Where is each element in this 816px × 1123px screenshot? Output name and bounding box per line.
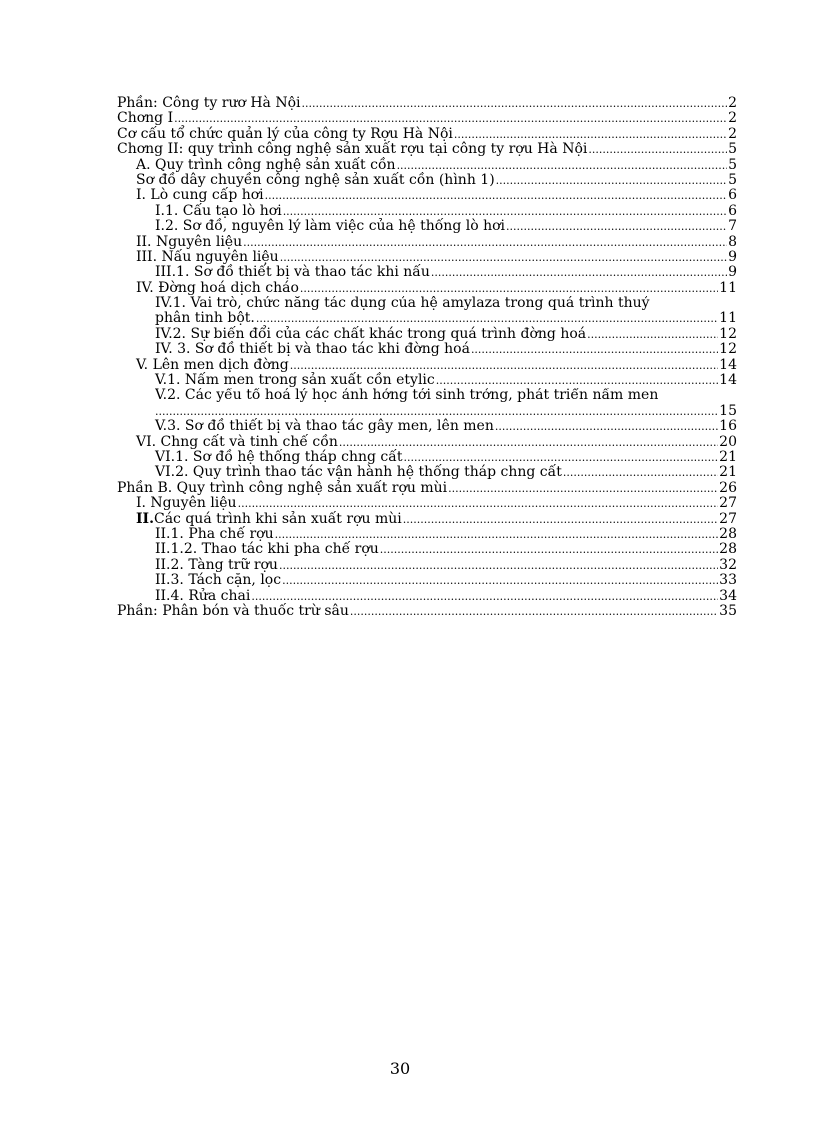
dot-leader: [380, 542, 718, 557]
toc-entry-title: IV. 3. Sơ đồ thiết bị và thao tác khi đờng hoá: [155, 341, 470, 358]
toc-entry-title: I. Lò cung cấp hơi: [136, 187, 264, 204]
toc-entry-page: 6: [728, 202, 737, 219]
toc-entry-page: 5: [728, 156, 737, 173]
toc-entry-page: 35: [719, 602, 737, 619]
dot-leader: [495, 419, 718, 434]
toc-entry[interactable]: [117, 481, 737, 496]
toc-entry-title: Chơng I: [117, 110, 174, 127]
toc-entry-page: 28: [719, 526, 737, 542]
toc-entry[interactable]: [117, 419, 737, 434]
toc-entry[interactable]: [117, 158, 737, 173]
dot-leader: [256, 311, 718, 326]
dot-leader: [174, 111, 727, 126]
dot-leader: [283, 204, 727, 219]
toc-entry-title: VI.2. Quy trình thao tác vận hành hệ thống tháp chng cất: [155, 464, 562, 481]
toc-entry[interactable]: [117, 219, 737, 234]
dot-leader: [403, 512, 718, 527]
toc-entry-page: 16: [719, 418, 737, 435]
toc-entry-page: 32: [719, 556, 737, 573]
dot-leader: [448, 481, 718, 496]
toc-entry[interactable]: [117, 358, 737, 373]
dot-leader: [279, 558, 718, 573]
toc-entry[interactable]: [117, 265, 737, 280]
dot-leader: [265, 188, 727, 203]
toc-entry-page: 27: [719, 495, 737, 512]
toc-entry-page: 9: [728, 248, 737, 265]
toc-entry-page: 12: [719, 325, 737, 342]
toc-entry[interactable]: [117, 435, 737, 450]
dot-leader: [302, 96, 728, 111]
toc-entry-page: 11: [719, 279, 737, 296]
toc-entry-title: Sơ đồ dây chuyền công nghệ sản xuất cồn (hình 1): [136, 171, 495, 188]
dot-leader: [496, 173, 727, 188]
dot-leader: [251, 589, 718, 604]
toc-entry-page: 12: [719, 341, 737, 358]
toc-entry[interactable]: [117, 235, 737, 250]
toc-entry-title: Phần B. Quy trình công nghệ sản xuất rợu mùi: [117, 479, 448, 496]
dot-leader: [300, 281, 718, 296]
toc-entry-page: 6: [728, 187, 737, 204]
toc-entry-title: V.1. Nấm men trong sản xuất cồn etylic: [155, 372, 435, 389]
toc-entry[interactable]: [117, 296, 737, 327]
toc-entry-title: II.: [136, 510, 154, 527]
dot-leader: [243, 235, 727, 250]
toc-entry-page: 2: [728, 125, 737, 142]
dot-leader: [454, 127, 727, 142]
toc-entry-title: II.1.2. Thao tác khi pha chế rợu: [155, 541, 379, 558]
toc-entry-title: I.1. Cấu tạo lò hơi: [155, 202, 282, 219]
toc-entry-page: 15: [719, 402, 737, 419]
dot-leader: [436, 373, 718, 388]
toc-entry[interactable]: [117, 127, 737, 142]
toc-entry[interactable]: [117, 512, 737, 527]
dot-leader: [587, 327, 718, 342]
toc-entry[interactable]: [117, 373, 737, 388]
toc-entry[interactable]: [117, 589, 737, 604]
toc-entry-page: 21: [719, 449, 737, 466]
dot-leader: [350, 604, 718, 619]
dot-leader: [506, 219, 727, 234]
toc-entry-title: II.4. Rửa chai: [155, 587, 251, 604]
toc-entry-page: 7: [728, 218, 737, 235]
toc-entry-page: 26: [719, 479, 737, 496]
toc-entry-page: 28: [719, 541, 737, 558]
toc-entry[interactable]: [117, 388, 737, 419]
toc-entry-title: Phần: Công ty rươ Hà Nội: [117, 95, 301, 111]
toc-entry[interactable]: [117, 542, 737, 557]
dot-leader: [588, 142, 727, 157]
toc-entry-title: Các quá trình khi sản xuất rợu mùi: [153, 510, 402, 527]
toc-entry[interactable]: [117, 111, 737, 126]
toc-entry-title: Cơ cấu tổ chức quản lý của công ty Rợu Hà Nội: [117, 125, 453, 142]
page-number: 30: [389, 1059, 411, 1078]
toc-entry[interactable]: [117, 142, 737, 157]
toc-entry[interactable]: [117, 96, 737, 111]
toc-entry-page: 20: [719, 433, 737, 450]
toc-entry-title: VI. Chng cất và tinh chế cồn: [136, 433, 338, 450]
dot-leader: [431, 265, 727, 280]
toc-entry[interactable]: [117, 327, 737, 342]
toc-entry-title: II.1. Pha chế rợu: [155, 526, 274, 542]
toc-entry-page: 9: [728, 264, 737, 281]
dot-leader: [155, 404, 718, 419]
toc-entry-page: 2: [728, 110, 737, 127]
dot-leader: [290, 358, 718, 373]
toc-entry-page: 14: [719, 372, 737, 389]
toc-entry-title: I. Nguyên liệu: [136, 495, 237, 512]
toc-entry-title: II. Nguyên liệu: [136, 233, 243, 250]
dot-leader: [471, 342, 718, 357]
toc-entry-title: IV.2. Sự biến đổi của các chất khác trong quá trình đờng hoá: [155, 325, 587, 342]
toc-entry-title: V. Lên men dịch đờng: [136, 356, 289, 373]
toc-entry-page: 2: [728, 95, 737, 111]
toc-entry[interactable]: [117, 342, 737, 357]
toc-entry-page: 5: [728, 171, 737, 188]
dot-leader: [238, 496, 719, 511]
dot-leader: [282, 573, 718, 588]
toc-entry[interactable]: [117, 281, 737, 296]
toc-entry[interactable]: [117, 188, 737, 203]
toc-entry-title: I.2. Sơ đồ, nguyên lý làm việc của hệ thống lò hơi: [155, 218, 506, 235]
toc-entry-title: VI.1. Sơ đồ hệ thống tháp chng cất: [155, 449, 403, 466]
toc-entry-title: II.3. Tách cặn, lọc: [155, 572, 282, 589]
toc-entry-title: phân tinh bột.: [155, 310, 255, 327]
toc-entry-page: 5: [728, 141, 737, 158]
table-of-contents: [117, 96, 737, 619]
toc-entry-title: A. Quy trình công nghệ sản xuất cồn: [136, 156, 396, 173]
toc-entry-page: 8: [728, 233, 737, 250]
toc-entry-page: 33: [719, 572, 737, 589]
toc-entry-page: 21: [719, 464, 737, 481]
dot-leader: [397, 158, 728, 173]
toc-entry-title: IV.1. Vai trò, chức năng tác dụng của hệ amylaza trong quá trình thuỷ: [155, 296, 650, 312]
toc-entry-title: V.2. Các yếu tố hoá lý học ảnh hởng tới sinh trởng, phát triển nấm men: [155, 388, 659, 404]
dot-leader: [339, 435, 718, 450]
toc-entry-title: III.1. Sơ đồ thiết bị và thao tác khi nấu: [155, 264, 430, 281]
toc-entry[interactable]: [117, 204, 737, 219]
toc-entry-title: Phần: Phân bón và thuốc trừ sâu: [117, 602, 349, 619]
toc-entry[interactable]: [117, 604, 737, 619]
toc-entry-page: 14: [719, 356, 737, 373]
toc-entry[interactable]: [117, 250, 737, 265]
toc-entry[interactable]: [117, 558, 737, 573]
toc-entry-title: V.3. Sơ đồ thiết bị và thao tác gây men, lên men: [155, 418, 494, 435]
toc-entry[interactable]: [117, 496, 737, 511]
toc-entry[interactable]: [117, 573, 737, 588]
dot-leader: [563, 465, 718, 480]
toc-entry-page: 27: [719, 510, 737, 527]
toc-entry-title: IV. Đờng hoá dịch cháo: [136, 279, 299, 296]
dot-leader: [280, 250, 727, 265]
toc-entry-page: 34: [719, 587, 737, 604]
toc-entry[interactable]: [117, 465, 737, 480]
toc-entry-title: II.2. Tàng trữ rợu: [155, 556, 278, 573]
toc-entry-page: 11: [719, 310, 737, 327]
toc-entry-title: Chơng II: quy trình công nghệ sản xuất rợu tại công ty rợu Hà Nội: [117, 141, 588, 158]
toc-entry-title: III. Nấu nguyên liệu: [136, 248, 279, 265]
